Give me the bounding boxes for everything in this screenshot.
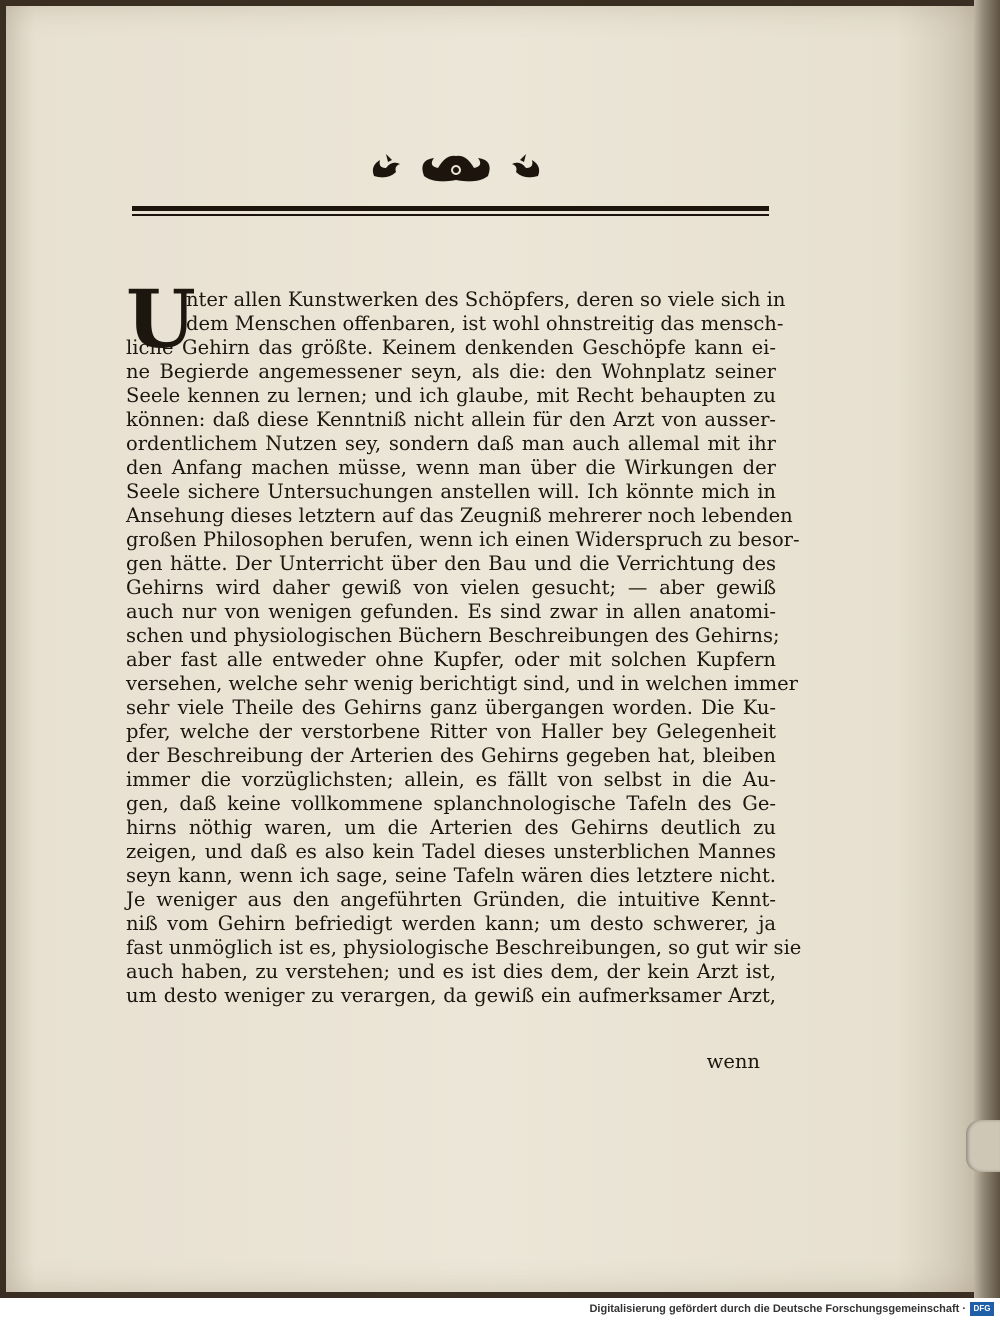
text-line: pfer, welche der verstorbene Ritter von Haller bey Gelegenheit (126, 720, 776, 743)
text-line: Gehirns wird daher gewiß von vielen gesucht; — aber gewiß (126, 576, 776, 599)
printers-ornament (366, 146, 546, 188)
text-line: schen und physiologischen Büchern Beschreibungen des Gehirns; (126, 624, 780, 647)
header-rule-thin (132, 214, 769, 216)
header-rule-thick (132, 206, 769, 211)
book-page (6, 6, 974, 1292)
text-line: nter allen Kunstwerken des Schöpfers, deren so viele sich in (186, 288, 786, 311)
text-line: hirns nöthig waren, um die Arterien des Gehirns deutlich zu (126, 816, 776, 839)
text-line: Seele kennen zu lernen; und ich glaube, mit Recht behaupten zu (126, 384, 776, 407)
text-line: großen Philosophen berufen, wenn ich einen Widerspruch zu besor- (126, 528, 800, 551)
text-line: aber fast alle entweder ohne Kupfer, oder mit solchen Kupfern (126, 648, 776, 671)
header-rule (132, 206, 769, 218)
text-line: liche Gehirn das größte. Keinem denkenden Geschöpfe kann ei- (126, 336, 776, 359)
text-line: seyn kann, wenn ich sage, seine Tafeln wären dies letztere nicht. (126, 864, 776, 887)
dfg-logo-icon: DFG (970, 1302, 994, 1316)
page-edge-shadow (974, 0, 1000, 1298)
digitization-footer (0, 1298, 1000, 1322)
text-line: sehr viele Theile des Gehirns ganz übergangen worden. Die Ku- (126, 696, 776, 719)
text-line: zeigen, und daß es also kein Tadel dieses unsterblichen Mannes (126, 840, 776, 863)
footer-credit: Digitalisierung gefördert durch die Deutsche Forschungsgemeinschaft · (589, 1303, 966, 1315)
text-line: ordentlichem Nutzen sey, sondern daß man auch allemal mit ihr (126, 432, 776, 455)
text-line: dem Menschen offenbaren, ist wohl ohnstreitig das mensch- (186, 312, 784, 335)
text-line: Je weniger aus den angeführten Gründen, die intuitive Kennt- (126, 888, 776, 911)
text-line: versehen, welche sehr wenig berichtigt sind, und in welchen immer (126, 672, 798, 695)
drop-cap: U (126, 272, 196, 366)
text-line: den Anfang machen müsse, wenn man über die Wirkungen der (126, 456, 776, 479)
text-line: gen hätte. Der Unterricht über den Bau und die Verrichtung des (126, 552, 776, 575)
text-line: niß vom Gehirn befriedigt werden kann; um desto schwerer, ja (126, 912, 776, 935)
show-through-text (156, 224, 756, 284)
text-line: der Beschreibung der Arterien des Gehirns gegeben hat, bleiben (126, 744, 776, 767)
catchword: wenn (706, 1050, 760, 1073)
text-line: Ansehung dieses letztern auf das Zeugniß mehrerer noch lebenden (126, 504, 793, 527)
text-line: können: daß diese Kenntniß nicht allein für den Arzt von ausser- (126, 408, 776, 431)
text-line: gen, daß keine vollkommene splanchnologische Tafeln des Ge- (126, 792, 776, 815)
text-line: Seele sichere Untersuchungen anstellen will. Ich könnte mich in (126, 480, 776, 503)
text-line: immer die vorzüglichsten; allein, es fällt von selbst in die Au- (126, 768, 776, 791)
text-line: auch nur von wenigen gefunden. Es sind zwar in allen anatomi- (126, 600, 776, 623)
text-line: um desto weniger zu verargen, da gewiß ein aufmerksamer Arzt, (126, 984, 776, 1007)
text-line: ne Begierde angemessener seyn, als die: den Wohnplatz seiner (126, 360, 776, 383)
text-line: auch haben, zu verstehen; und es ist dies dem, der kein Arzt ist, (126, 960, 776, 983)
text-line: fast unmöglich ist es, physiologische Beschreibungen, so gut wir sie (126, 936, 802, 959)
page-tab (966, 1120, 1000, 1172)
